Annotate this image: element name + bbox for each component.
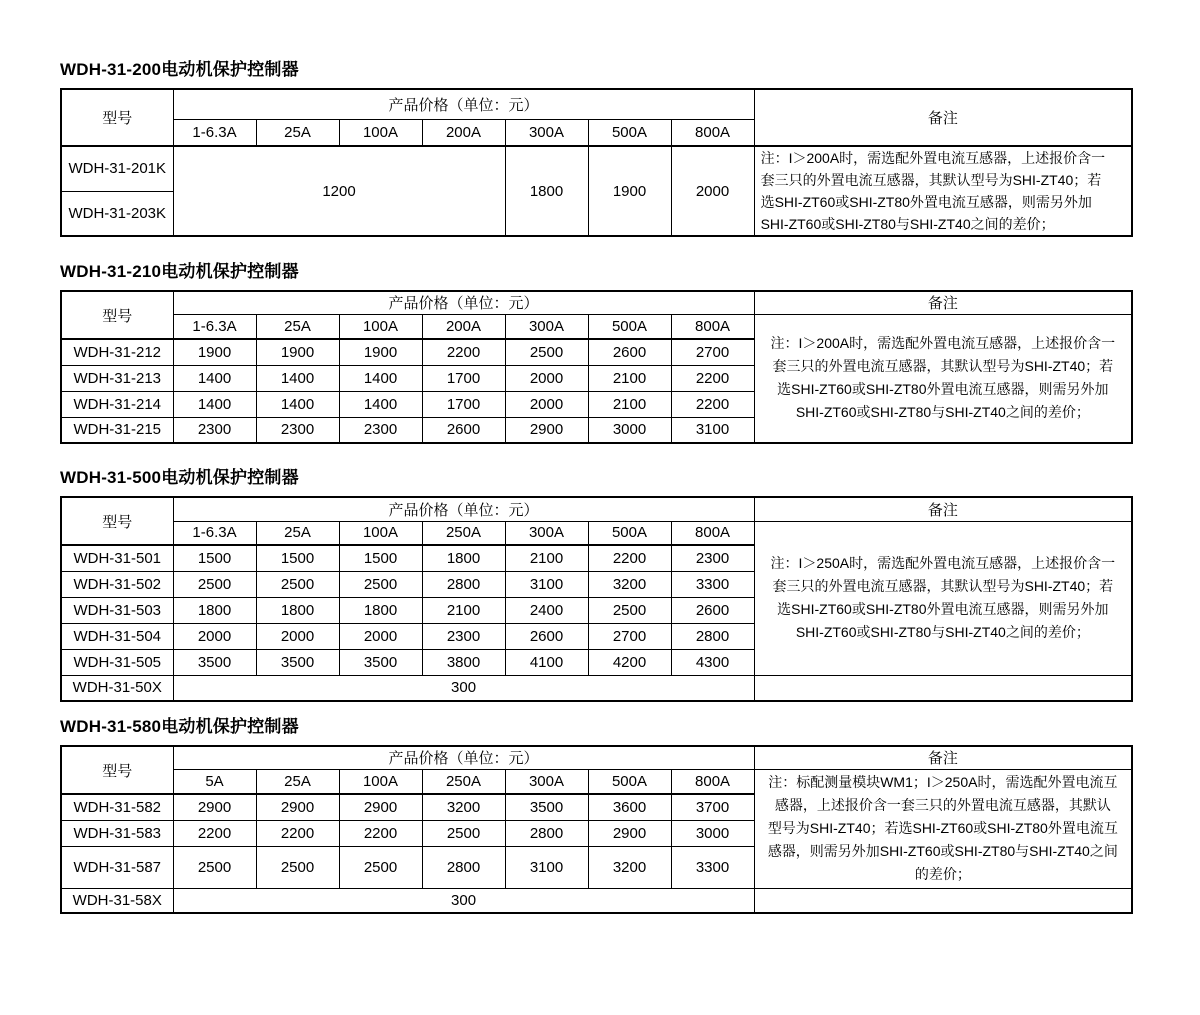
price-cell: 2500: [173, 846, 256, 888]
remark-line: 型号为SHI-ZT40；若选SHI-ZT60或SHI-ZT80外置电流互: [767, 820, 1118, 836]
price-cell: 2000: [671, 146, 754, 236]
amp-header: 800A: [671, 521, 754, 545]
price-cell: 1700: [422, 365, 505, 391]
model-cell: WDH-31-505: [61, 649, 173, 675]
price-cell: 1900: [588, 146, 671, 236]
price-cell: 1800: [422, 545, 505, 571]
remark-column-header: 备注: [754, 497, 1132, 521]
price-cell: 300: [173, 675, 754, 701]
amp-header: 1-6.3A: [173, 119, 256, 146]
section-wdh-31-200: [60, 60, 1131, 237]
price-cell: 2300: [339, 417, 422, 443]
price-cell: 2900: [339, 794, 422, 820]
price-column-header: 产品价格（单位：元）: [173, 746, 754, 769]
price-table-wdh-31-210: [60, 290, 1133, 444]
model-cell: WDH-31-583: [61, 820, 173, 846]
price-cell: 2900: [505, 417, 588, 443]
price-cell: 2000: [256, 623, 339, 649]
price-cell: 1400: [339, 365, 422, 391]
price-cell: 1400: [173, 365, 256, 391]
price-cell: 2100: [505, 545, 588, 571]
remark-line: 注：标配测量模块WM1；I＞250A时，需选配外置电流互: [768, 774, 1118, 790]
price-cell: 2100: [588, 391, 671, 417]
price-cell: 3000: [671, 820, 754, 846]
remark-line: 选SHI-ZT60或SHI-ZT80外置电流互感器，则需另外加: [760, 194, 1092, 210]
price-cell: 3600: [588, 794, 671, 820]
remark-column-header: 备注: [754, 89, 1132, 146]
amp-header: 800A: [671, 769, 754, 794]
remark-line: 选SHI-ZT60或SHI-ZT80外置电流互感器，则需另外加: [777, 601, 1109, 617]
remark-empty-cell: [754, 888, 1132, 913]
model-cell: WDH-31-50X: [61, 675, 173, 701]
amp-header: 25A: [256, 119, 339, 146]
price-cell: 3200: [422, 794, 505, 820]
model-cell: WDH-31-58X: [61, 888, 173, 913]
price-cell: 1500: [339, 545, 422, 571]
model-column-header: 型号: [61, 497, 173, 545]
remark-line: 感器，上述报价含一套三只的外置电流互感器，其默认: [774, 797, 1111, 813]
price-table-wdh-31-200: [60, 88, 1133, 237]
remark-cell: [754, 769, 1132, 888]
price-cell: 3800: [422, 649, 505, 675]
price-cell: 4100: [505, 649, 588, 675]
price-cell: 3100: [505, 846, 588, 888]
price-cell: 3500: [339, 649, 422, 675]
price-cell: 2700: [588, 623, 671, 649]
model-column-header: 型号: [61, 291, 173, 339]
remark-line: SHI-ZT60或SHI-ZT80与SHI-ZT40之间的差价；: [795, 404, 1090, 421]
price-cell: 2100: [422, 597, 505, 623]
model-cell: WDH-31-501: [61, 545, 173, 571]
section-title: WDH-31-200电动机保护控制器: [60, 60, 299, 79]
price-cell: 2200: [339, 820, 422, 846]
section-title: WDH-31-210电动机保护控制器: [60, 262, 299, 281]
price-cell: 3700: [671, 794, 754, 820]
model-column-header: 型号: [61, 746, 173, 794]
price-cell: 2300: [256, 417, 339, 443]
price-cell: 2300: [422, 623, 505, 649]
model-cell: WDH-31-504: [61, 623, 173, 649]
price-cell: 300: [173, 888, 754, 913]
remark-line: 注：I＞200A时，需选配外置电流互感器，上述报价含一: [760, 150, 1106, 166]
price-table-wdh-31-500: [60, 496, 1133, 702]
price-cell: 3500: [173, 649, 256, 675]
price-cell: 2000: [339, 623, 422, 649]
price-cell: 2900: [256, 794, 339, 820]
amp-header: 500A: [588, 521, 671, 545]
section-wdh-31-500: [60, 468, 1131, 702]
price-cell: 1800: [173, 597, 256, 623]
model-cell: WDH-31-213: [61, 365, 173, 391]
amp-header: 800A: [671, 314, 754, 339]
price-cell: 2400: [505, 597, 588, 623]
amp-header: 100A: [339, 521, 422, 545]
amp-header: 5A: [173, 769, 256, 794]
price-cell: 3500: [505, 794, 588, 820]
model-cell: WDH-31-215: [61, 417, 173, 443]
price-column-header: 产品价格（单位：元）: [173, 89, 754, 119]
price-cell: 2800: [505, 820, 588, 846]
price-column-header: 产品价格（单位：元）: [173, 291, 754, 314]
amp-header: 200A: [422, 314, 505, 339]
price-cell: 2500: [173, 571, 256, 597]
remark-line: 套三只的外置电流互感器，其默认型号为SHI-ZT40；若: [760, 172, 1102, 188]
price-cell: 2800: [422, 571, 505, 597]
amp-header: 800A: [671, 119, 754, 146]
remark-line: 注：I＞250A时，需选配外置电流互感器，上述报价含一: [770, 555, 1116, 571]
amp-header: 25A: [256, 769, 339, 794]
model-cell: WDH-31-502: [61, 571, 173, 597]
price-cell: 3200: [588, 571, 671, 597]
model-cell: WDH-31-201K: [61, 146, 173, 191]
price-cell: 2800: [422, 846, 505, 888]
price-cell: 2800: [671, 623, 754, 649]
price-cell: 1900: [339, 339, 422, 365]
remark-line: 的差价；: [914, 866, 971, 882]
amp-header: 25A: [256, 314, 339, 339]
amp-header: 300A: [505, 521, 588, 545]
remark-line: SHI-ZT60或SHI-ZT80与SHI-ZT40之间的差价；: [795, 624, 1090, 640]
price-cell: 2500: [256, 846, 339, 888]
amp-header: 100A: [339, 769, 422, 794]
price-cell: 2300: [671, 545, 754, 571]
remark-empty-cell: [754, 675, 1132, 701]
price-cell: 2500: [339, 571, 422, 597]
price-cell: 2600: [422, 417, 505, 443]
price-cell: 1500: [173, 545, 256, 571]
price-cell: 3200: [588, 846, 671, 888]
price-cell: 1400: [256, 391, 339, 417]
price-cell: 2100: [588, 365, 671, 391]
remark-line: 感器，则需另外加SHI-ZT60或SHI-ZT80与SHI-ZT40之间: [767, 843, 1118, 859]
price-cell: 2600: [588, 339, 671, 365]
model-cell: WDH-31-503: [61, 597, 173, 623]
amp-header: 500A: [588, 314, 671, 339]
price-cell: 1400: [173, 391, 256, 417]
price-cell: 3100: [505, 571, 588, 597]
price-cell: 3000: [588, 417, 671, 443]
price-cell: 4200: [588, 649, 671, 675]
price-cell: 2900: [588, 820, 671, 846]
section-title: WDH-31-580电动机保护控制器: [60, 717, 299, 736]
price-cell: 2200: [588, 545, 671, 571]
remark-line: 套三只的外置电流互感器，其默认型号为SHI-ZT40；若: [772, 578, 1114, 594]
price-cell: 1800: [256, 597, 339, 623]
amp-header: 300A: [505, 119, 588, 146]
amp-header: 500A: [588, 119, 671, 146]
price-cell: 1400: [256, 365, 339, 391]
price-cell: 2200: [671, 365, 754, 391]
price-cell: 4300: [671, 649, 754, 675]
amp-header: 300A: [505, 314, 588, 339]
amp-header: 100A: [339, 314, 422, 339]
price-cell: 1800: [505, 146, 588, 236]
model-cell: WDH-31-212: [61, 339, 173, 365]
price-cell: 3300: [671, 571, 754, 597]
amp-header: 25A: [256, 521, 339, 545]
price-cell: 1900: [256, 339, 339, 365]
amp-header: 250A: [422, 521, 505, 545]
price-cell: 2500: [588, 597, 671, 623]
model-cell: WDH-31-214: [61, 391, 173, 417]
remark-line: 套三只的外置电流互感器，其默认型号为SHI-ZT40；若: [772, 358, 1114, 375]
section-wdh-31-210: [60, 262, 1131, 444]
amp-header: 1-6.3A: [173, 314, 256, 339]
amp-header: 300A: [505, 769, 588, 794]
price-cell: 2600: [671, 597, 754, 623]
remark-line: SHI-ZT60或SHI-ZT80与SHI-ZT40之间的差价；: [760, 216, 1055, 232]
amp-header: 1-6.3A: [173, 521, 256, 545]
price-cell: 2500: [505, 339, 588, 365]
price-column-header: 产品价格（单位：元）: [173, 497, 754, 521]
price-cell: 2000: [173, 623, 256, 649]
remark-cell: [754, 314, 1132, 443]
model-column-header: 型号: [61, 89, 173, 146]
price-cell: 2900: [173, 794, 256, 820]
price-cell: 2500: [339, 846, 422, 888]
price-cell: 2200: [422, 339, 505, 365]
section-title: WDH-31-500电动机保护控制器: [60, 468, 299, 487]
price-cell: 2200: [173, 820, 256, 846]
price-cell: 3100: [671, 417, 754, 443]
price-cell: 2000: [505, 391, 588, 417]
price-cell: 3500: [256, 649, 339, 675]
amp-header: 100A: [339, 119, 422, 146]
amp-header: 500A: [588, 769, 671, 794]
remark-line: 注：I＞200A时，需选配外置电流互感器，上述报价含一: [770, 335, 1116, 352]
remark-cell: [754, 146, 1132, 236]
remark-cell: [754, 521, 1132, 675]
price-cell: 1200: [173, 146, 505, 236]
price-table-wdh-31-580: [60, 745, 1133, 914]
price-cell: 1400: [339, 391, 422, 417]
price-cell: 2500: [256, 571, 339, 597]
price-cell: 2200: [256, 820, 339, 846]
price-cell: 1800: [339, 597, 422, 623]
remark-line: 选SHI-ZT60或SHI-ZT80外置电流互感器，则需另外加: [777, 381, 1109, 398]
amp-header: 250A: [422, 769, 505, 794]
price-cell: 1500: [256, 545, 339, 571]
price-cell: 2600: [505, 623, 588, 649]
price-cell: 3300: [671, 846, 754, 888]
price-cell: 2300: [173, 417, 256, 443]
remark-column-header: 备注: [754, 746, 1132, 769]
price-cell: 1700: [422, 391, 505, 417]
price-cell: 2700: [671, 339, 754, 365]
remark-column-header: 备注: [754, 291, 1132, 314]
price-cell: 2500: [422, 820, 505, 846]
amp-header: 200A: [422, 119, 505, 146]
model-cell: WDH-31-587: [61, 846, 173, 888]
price-cell: 1900: [173, 339, 256, 365]
price-cell: 2000: [505, 365, 588, 391]
price-cell: 2200: [671, 391, 754, 417]
model-cell: WDH-31-582: [61, 794, 173, 820]
model-cell: WDH-31-203K: [61, 191, 173, 236]
section-wdh-31-580: [60, 717, 1131, 914]
